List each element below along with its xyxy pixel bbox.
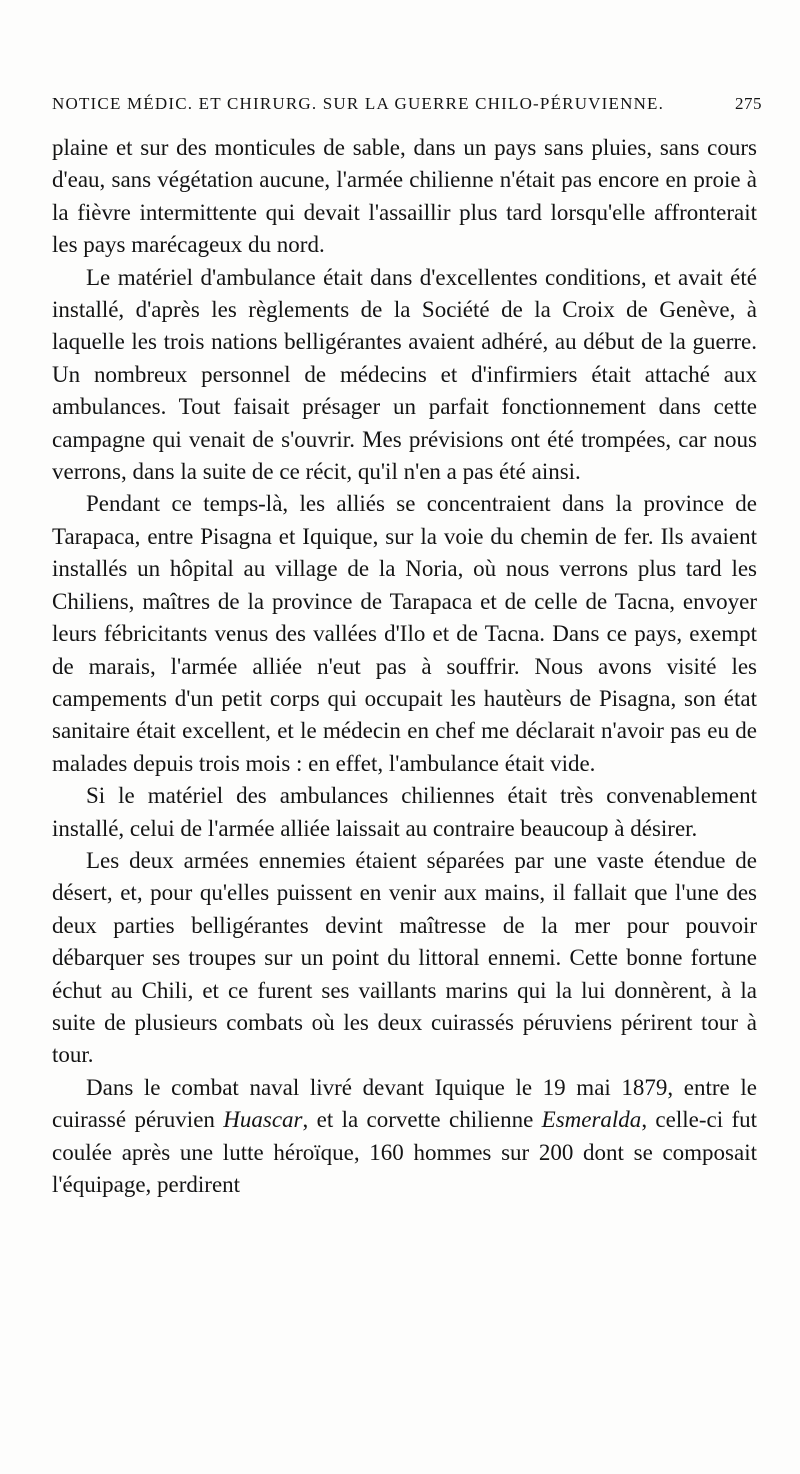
running-head <box>52 94 762 114</box>
ship-name-huascar: Huascar <box>223 1107 303 1133</box>
naval-combat-text-b: , et la corvette chilienne <box>302 1107 542 1133</box>
paragraph-continued: plaine et sur des monticules de sable, dans un pays sans pluies, sans cours d'eau, sans végétation aucune, l'armée chilienne n'était pas encore en proie à la fièvre intermittente qui devait l'assaillir plus tard lorsqu'elle affronterait les pays marécageux du nord. <box>52 135 757 258</box>
page-number: 275 <box>735 94 762 113</box>
naval-combat-text-a: Dans le combat naval livré devant Iquique le 19 mai 1879, entre le cuirassé péruvien <box>52 1074 757 1133</box>
naval-combat-text-c: , celle-ci fut coulée après une lutte héroïque, 160 hommes sur 200 dont se composait l'équipage, perdirent <box>52 1107 758 1197</box>
ship-name-esmeralda: Esmeralda <box>541 1107 642 1133</box>
body-text <box>52 132 757 1201</box>
running-title: NOTICE MÉDIC. ET CHIRURG. SUR LA GUERRE CHILO-PÉRUVIENNE. <box>52 94 665 113</box>
paragraph-sea-control: Les deux armées ennemies étaient séparées par une vaste étendue de désert, et, pour qu'elles puissent en venir aux mains, il fallait que l'une des deux parties belligérantes devint maîtresse de la mer pour pouvoir débarquer ses troupes sur un point du littoral ennemi. Cette bonne fortune échut au Chili, et ce furent ses vaillants marins qui la lui donnèrent, à la suite de plusieurs combats où les deux cuirassés péruviens périrent tour à tour. <box>52 847 757 1068</box>
paragraph-allies-concentration: Pendant ce temps-là, les alliés se concentraient dans la province de Tarapaca, entre Pisagna et Iquique, sur la voie du chemin de fer. Ils avaient installés un hôpital au village de la Noria, où nous verrons plus tard les Chiliens, maîtres de la province de Tarapaca et de celle de Tacna, envoyer leurs fébricitants venus des vallées d'Ilo et de Tacna. Dans ce pays, exempt de marais, l'armée alliée n'eut pas à souffrir. Nous avons visité les campements d'un petit corps qui occupait les hautèurs de Pisagna, son état sanitaire était excellent, et le médecin en chef me déclarait n'avoir pas eu de malades depuis trois mois : en effet, l'ambulance était vide. <box>52 491 757 776</box>
paragraph-allied-ambulances: Si le matériel des ambulances chiliennes était très convenablement installé, celui de l'armée alliée laissait au contraire beaucoup à désirer. <box>52 783 757 841</box>
paragraph-ambulance-material: Le matériel d'ambulance était dans d'excellentes conditions, et avait été installé, d'après les règlements de la Société de la Croix de Genève, à laquelle les trois nations belligérantes avaient adhéré, au début de la guerre. Un nombreux personnel de médecins et d'infirmiers était attaché aux ambulances. Tout faisait présager un parfait fonctionnement dans cette campagne qui venait de s'ouvrir. Mes prévisions ont été trompées, car nous verrons, dans la suite de ce récit, qu'il n'en a pas été ainsi. <box>52 264 757 485</box>
paragraph-naval-combat <box>52 1072 757 1202</box>
